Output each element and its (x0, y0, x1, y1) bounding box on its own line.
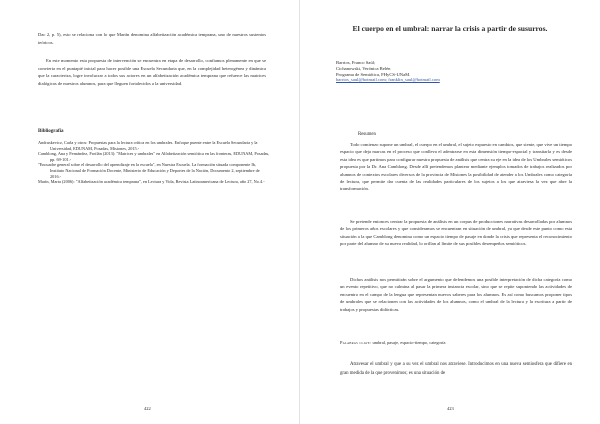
resumen-paragraph (340, 276, 572, 313)
resumen-paragraph-text: Dichos análisis nos permitirán sobre el argumento que defendemos una posible interpretación de dicha categoría como un evento repetitivo, que no culmina al pasar la primera instancia escolar, sino que se repite suponiendo las actividades de encuentro en el campo de la lengua que representan nuevos saberes para los alumnos. Es así como buscamos proponer tipos de umbrales que se relacionen con las actividades de los alumnos, como el umbral de la lectura y la escritura a partir de trabajos y propuestas didácticas. (340, 277, 572, 312)
bibliography-entry: Marín, Marta (2006): "Alfabetización académica temprana", en Lectura y Vida, Revista Latinoamericana de Lectura, año 27, No.4.- (38, 179, 265, 185)
resumen-heading: Resumen (358, 132, 376, 137)
body-paragraph-text: Atravesar el umbral y que a su vez el umbral nos atraviese. Introducimos en una nueva semiosfera que difiere en gran medida de la que provenimos; es una situación de (340, 362, 572, 377)
keywords-label: Palabras clave: (340, 340, 372, 345)
right-page-number: 423 (447, 406, 454, 411)
left-page-number: 422 (144, 406, 151, 411)
resumen-paragraph (340, 218, 572, 248)
left-paragraph-2-text: En este momento esta propuesta de intervención se encuentra en etapa de desarrollo, confiamos plenamente en que se convierta en el puntapié inicial para hacer posible una Escuela Secundaria que, en la complejidad heterogénea y dinámica que la caracteriza, logre involucrar a todos sus actores en un alfabetización académica temprana que refuerce las matrices dialógicas de nuestros alumnos, para que lleguen fortalecidos a la universidad. (38, 58, 266, 86)
left-paragraph-1-text: Dac 2, p. 5), esto se relaciona con lo que Martín denomina alfabetización académica temprana, uno de nuestros sustentos teóricos. (38, 32, 266, 45)
keywords-line (340, 340, 445, 345)
author-line: Cichanowski, Verónica Belén (336, 65, 391, 71)
resumen-paragraph-text: Se pretende entonces centrar la propuesta de análisis en un corpus de producciones narrativas desarrolladas por alumnos de los primeros años escolares y que consideramos se encuentran en situación de umbral, ya que desde este punto como esta situación a la que Camblong denomina como un espacio tiempo de pasaje en donde la crisis que representa el reconocimiento por parte del alumno de su nueva realidad, lo orillan al límite de sus posibles desempeños semióticos. (340, 219, 572, 247)
author-emails[interactable]: barrios_saul@hotmail.com; franklin_saul@hotmail.com (336, 77, 440, 83)
bibliography-entry: "Encuadre general sobre el desarrollo del aprendizaje en la escuela", en Nuestra Escuela. La formación situada componente Ib, Instituto Nacional de Formación Docente, Ministerio de Educación y Deportes de la Nación, Documento 2, septiembre de 2016.- (38, 162, 260, 179)
keywords-value: umbral, pasaje, espacio-tiempo, categoría (372, 340, 446, 345)
left-paragraph-2 (38, 57, 266, 87)
left-paragraph-1 (38, 31, 266, 46)
resumen-paragraph-text: Todo comienzo supone un umbral, el cuerpo en el umbral, el sujeto expuesto en cambios, que siente, que vive un tiempo espacio que deja marcas en el proceso que conlleva el adentrarse en esta dimensión tiempo-espacial y transitarla y es desde esta idea es que partimos para configurar nuestra propuesta de análisis que centra su eje en la idea de los Umbrales semióticos propuesta por la Dr. Ana Camblong. Desde allí pretendemos plantear mediante ejemplos tomados de trabajos realizados por alumnos de contextos escolares diversos de la provincia de Misiones la posibilidad de atender a los Umbrales como categoría de lectura, que permite dar cuenta de las realidades particulares de los sujetos a los que atraviesa la vez que abre la transformación. (340, 142, 572, 192)
bibliography-title: Bibliografía (38, 129, 64, 134)
author-line: Programa de Semiótica, FHyCS-UNaM. (336, 71, 411, 77)
body-paragraph (340, 360, 572, 379)
bibliography-list (38, 140, 270, 185)
author-block (336, 60, 536, 83)
author-line: Barrios, Franco Saúl; (336, 60, 376, 65)
bibliography-entry: Camblong, Ana y Fernández, Froilán (2013): "Matrices y umbrales" en Alfabetización semiótica en las fronteras, EDUNAM, Posadas, pp. 69-101.- (38, 151, 270, 162)
article-title: El cuerpo en el umbral: narrar la crisis a partir de susurros. (352, 24, 548, 33)
bibliography-entry: Andruskevicz, Carla y otros: Propuestas para la lectura crítica en los umbrales. Enfoque puente entre la Escuela Secundaria y la Universidad, EDUNAM, Posadas, Misiones, 2015.- (38, 140, 258, 151)
resumen-paragraph (340, 141, 572, 193)
